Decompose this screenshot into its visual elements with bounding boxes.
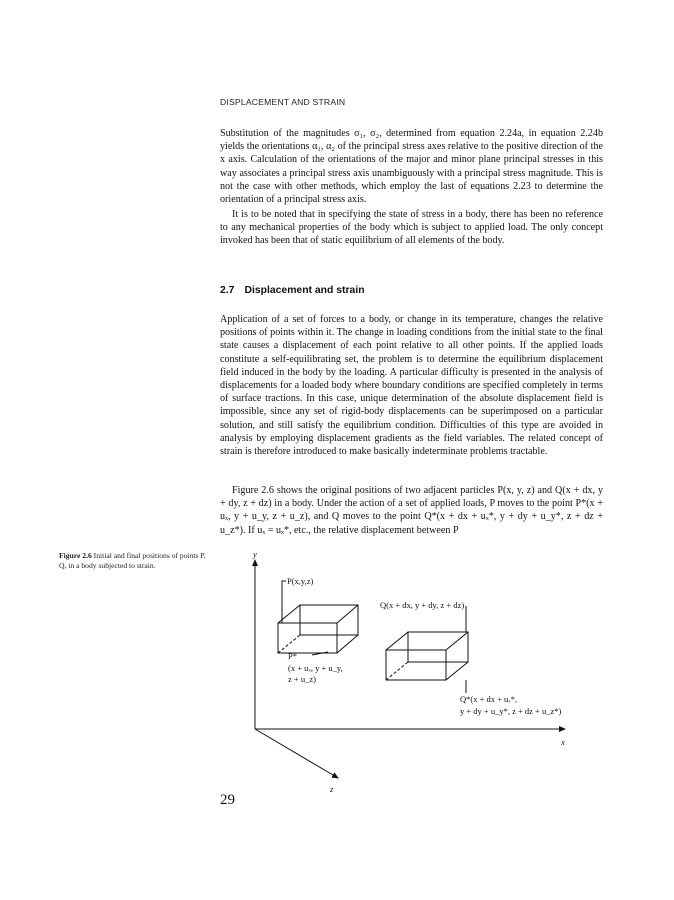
running-head: DISPLACEMENT AND STRAIN xyxy=(220,97,346,107)
axis-y-label: y xyxy=(253,550,257,559)
figure-diagram xyxy=(220,550,620,800)
point-Qstar-label: Q*(x + dx + uₓ*, xyxy=(460,694,518,704)
section-title: Displacement and strain xyxy=(244,285,365,296)
displaced-element-box xyxy=(386,632,468,680)
axis-x-label: x xyxy=(561,737,565,747)
point-Pstar-coords-2: z + u_z) xyxy=(288,674,316,684)
paragraph-2 xyxy=(220,208,603,248)
initial-element-box xyxy=(278,605,358,653)
point-Q-label: Q(x + dx, y + dy, z + dz) xyxy=(380,600,465,610)
figure-caption xyxy=(59,551,209,571)
figure-caption-text: Initial and final positions of points P, Q, in a body subjected to strain. xyxy=(59,551,206,571)
page-number: 29 xyxy=(220,792,235,808)
figure-caption-label: Figure 2.6 xyxy=(59,551,92,560)
paragraph-4-text: Figure 2.6 shows the original positions of two adjacent particles P(x, y, z) and Q(x + dx, y + dy, z + dz) in a body. Under the action of a set of applied loads, P moves to the point P*(x + uₓ, y + u_y, z + u_z), and Q moves to the point Q*(x + dx + uₓ*, y + dy + u_y*, z + dz + u_z*). If uₓ = uₓ*, etc., the relative displacement between P xyxy=(220,485,603,536)
paragraph-1 xyxy=(220,127,603,206)
paragraph-1-text: Substitution of the magnitudes σ₁, σ₂, determined from equation 2.24a, in equation 2.24b yields the orientations α₁, α₂ of the principal stress axes relative to the positive direction of the x axis. Calculation of the orientations of the major and minor plane principal stresses in this way associates a principal stress axis unambiguously with a principal stress magnitude. This is not the case with other methods, which employ the last of equations 2.23 to determine the orientation of a principal stress axis. xyxy=(220,128,603,206)
point-Pstar-label: P* xyxy=(288,651,297,661)
section-heading xyxy=(220,285,365,296)
section-number: 2.7 xyxy=(220,285,235,296)
paragraph-3-text: Application of a set of forces to a body, or change in its temperature, changes the relative positions of points within it. The change in loading conditions from the initial state to the final state causes a displacement of each point relative to all other points. If the applied loads constitute a self-equilibrating set, the problem is to determine the equilibrium displacement field induced in the body by the loading. A particular difficulty is presented in the analysis of displacements for a loaded body where boundary conditions are specified completely in terms of surface tractions. In this case, unique determination of the absolute displacement field is impossible, since any set of rigid-body displacements can be superimposed on a particular solution, and still satisfy the equilibrium condition. Difficulties of this type are avoided in analysis by employing displacement gradients as the field variables. The related concept of strain is therefore introduced to make basically indeterminate problems tractable. xyxy=(220,314,603,458)
axis-z-label: z xyxy=(330,784,334,794)
point-P-label: P(x,y,z) xyxy=(287,576,314,586)
point-Pstar-coords-1: (x + uₓ, y + u_y, xyxy=(288,663,343,673)
z-axis-line xyxy=(255,729,338,778)
paragraph-2-text: It is to be noted that in specifying the state of stress in a body, there has been no reference to any mechanical properties of the body which is subject to applied load. The only concept invoked has been that of static equilibrium of all elements of the body. xyxy=(220,209,603,247)
paragraph-3 xyxy=(220,313,603,458)
figure-2-6 xyxy=(220,550,620,800)
paragraph-4 xyxy=(220,484,603,537)
point-Qstar-coords: y + dy + u_y*, z + dz + u_z*) xyxy=(460,706,562,716)
